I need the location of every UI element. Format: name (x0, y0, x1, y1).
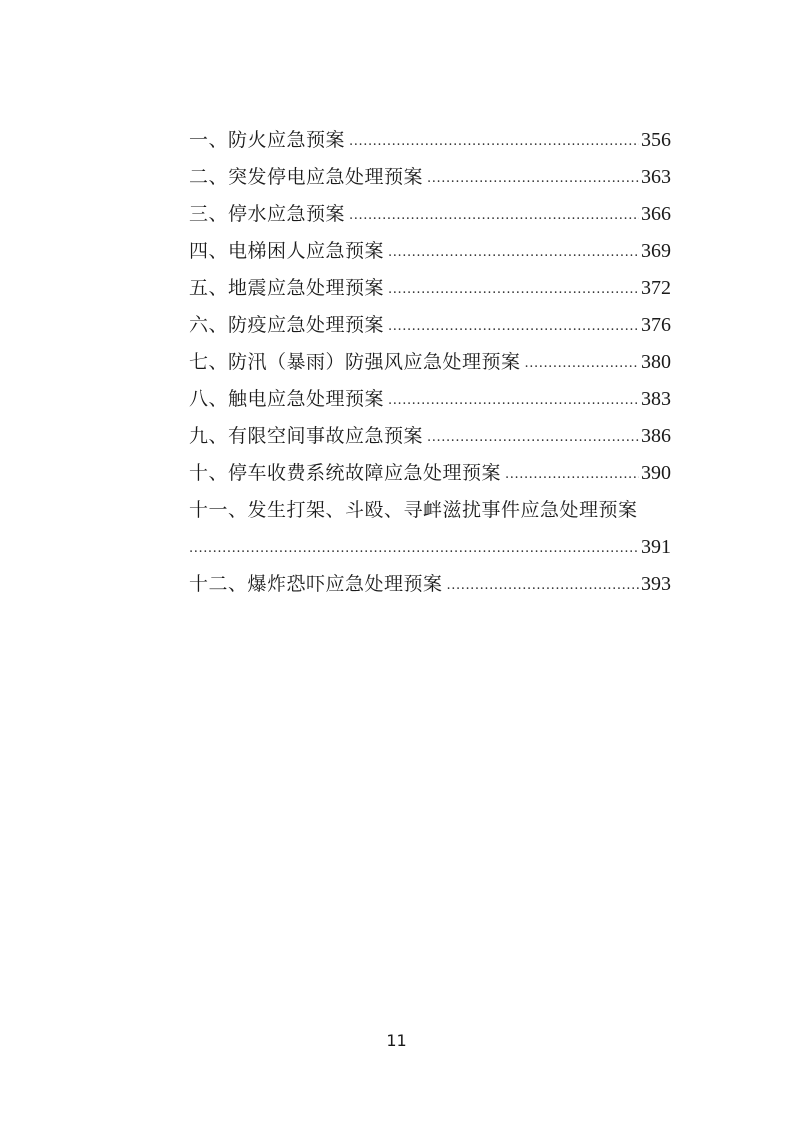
toc-entry[interactable] (189, 381, 671, 418)
toc-entry[interactable] (189, 196, 671, 233)
toc-entry[interactable] (189, 344, 671, 381)
toc-dot-leader (388, 382, 639, 419)
toc-entry-title: 四、电梯困人应急预案 (189, 240, 385, 262)
toc-entry[interactable] (189, 492, 671, 566)
toc-entry-title: 九、有限空间事故应急预案 (189, 425, 424, 447)
toc-dot-leader (427, 160, 639, 197)
toc-dot-leader (189, 530, 639, 567)
toc-entry-page: 369 (641, 240, 671, 262)
toc-entry-title: 二、突发停电应急处理预案 (189, 166, 424, 188)
toc-entry-page: 391 (641, 536, 671, 558)
toc-entry[interactable] (189, 418, 671, 455)
toc-dot-leader (388, 271, 639, 308)
toc-entry-title: 十、停车收费系统故障应急处理预案 (189, 462, 502, 484)
toc-entry-title: 十一、发生打架、斗殴、寻衅滋扰事件应急处理预案 (189, 499, 638, 521)
toc-entry-title: 五、地震应急处理预案 (189, 277, 385, 299)
toc-entry-page: 376 (641, 314, 671, 336)
toc-entry[interactable] (189, 307, 671, 344)
toc-entry[interactable] (189, 233, 671, 270)
toc-entry-title: 八、触电应急处理预案 (189, 388, 385, 410)
toc-entry[interactable] (189, 270, 671, 307)
toc-entry-page: 356 (641, 129, 671, 151)
toc-entry-page: 386 (641, 425, 671, 447)
toc-entry-title: 七、防汛（暴雨）防强风应急处理预案 (189, 351, 521, 373)
toc-dot-leader (427, 419, 639, 456)
toc-dot-leader (349, 197, 639, 234)
toc-entry-title: 一、防火应急预案 (189, 129, 346, 151)
toc-entry-title: 三、停水应急预案 (189, 203, 346, 225)
toc-entry[interactable] (189, 566, 671, 603)
toc-entry[interactable] (189, 159, 671, 196)
toc-dot-leader (505, 456, 639, 493)
toc-entry-page: 390 (641, 462, 671, 484)
toc-entry-title: 六、防疫应急处理预案 (189, 314, 385, 336)
toc-dot-leader (388, 234, 639, 271)
toc-dot-leader (349, 123, 639, 160)
toc-dot-leader (525, 345, 639, 382)
toc-entry-page: 380 (641, 351, 671, 373)
toc-entry-title: 十二、爆炸恐吓应急处理预案 (189, 573, 443, 595)
toc-dot-leader (388, 308, 639, 345)
toc-entry-page: 372 (641, 277, 671, 299)
toc-entry-page: 363 (641, 166, 671, 188)
toc-entry-page: 366 (641, 203, 671, 225)
toc-entry-page: 383 (641, 388, 671, 410)
toc-dot-leader (447, 567, 639, 604)
toc-entry-page: 393 (641, 573, 671, 595)
table-of-contents (189, 122, 671, 603)
toc-entry[interactable] (189, 455, 671, 492)
toc-entry[interactable] (189, 122, 671, 159)
page-number: 11 (386, 1031, 407, 1050)
